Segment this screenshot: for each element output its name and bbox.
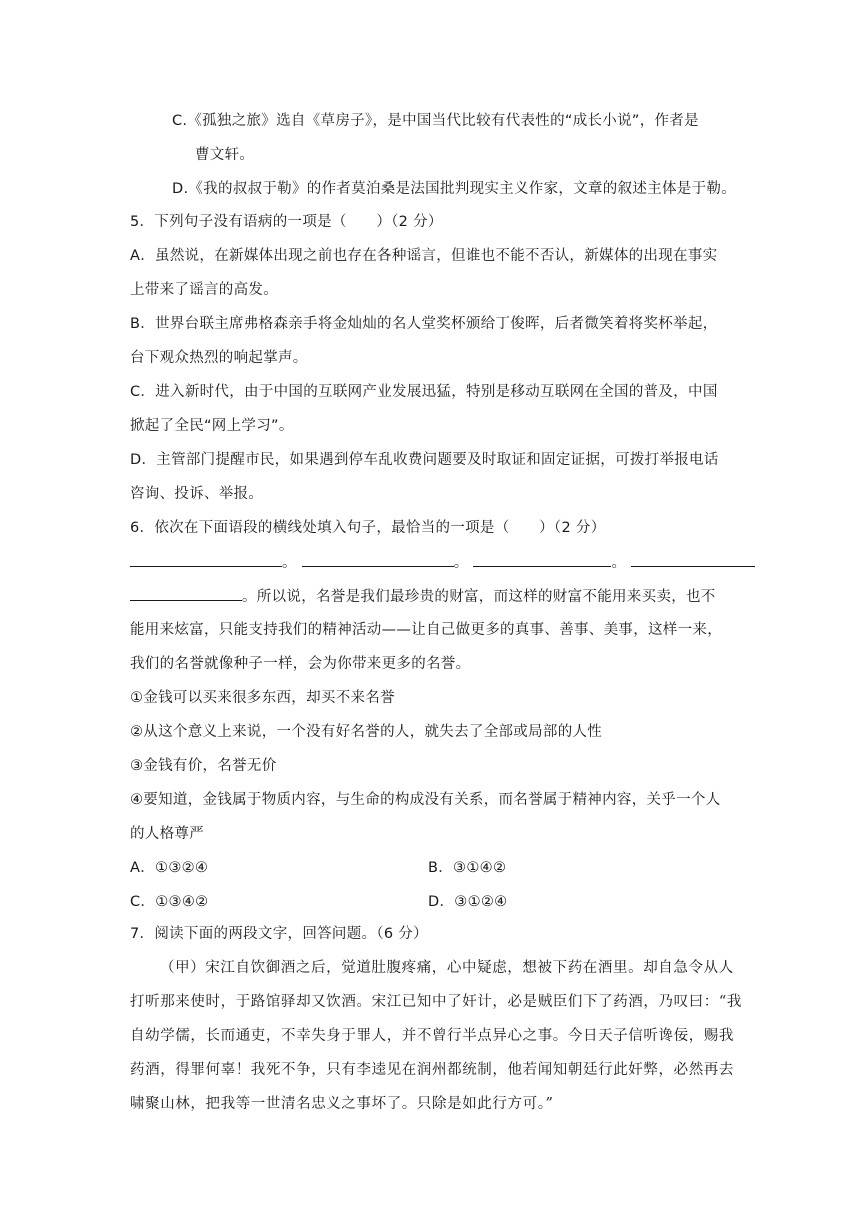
q5-option-d-line1: D．主管部门提醒市民，如果遇到停车乱收费问题要及时取证和固定证据，可拨打举报电话 [130, 452, 719, 468]
answer-blank [130, 586, 242, 601]
q5-option-c-line2: 掀起了全民“网上学习”。 [130, 418, 294, 434]
blank-separator: 。 [453, 555, 469, 571]
blank-separator: 。 [282, 555, 297, 571]
q7-stem: 7．阅读下面的两段文字，回答问题。（6 分） [130, 926, 428, 942]
q5-option-b-line1: B．世界台联主席弗格森亲手将金灿灿的名人堂奖杯颁给丁俊晖，后者微笑着将奖杯举起， [130, 316, 718, 332]
q6-option-b: B．③①④② [428, 860, 507, 876]
q5-option-c-line1: C．进入新时代，由于中国的互联网产业发展迅猛，特别是移动互联网在全国的普及，中国 [130, 384, 718, 400]
q5-option-d-line2: 咨询、投诉、举报。 [130, 486, 264, 502]
q6-item-4-line2: 的人格尊严 [130, 826, 204, 842]
q6-item-1: ①金钱可以买来很多东西，却买不来名誉 [130, 690, 395, 706]
q5-option-b-line2: 台下观众热烈的响起掌声。 [130, 350, 308, 366]
q6-option-c: C．①③④② [130, 894, 209, 910]
answer-blank [130, 552, 282, 567]
q7-passage-line4: 药酒，得罪何辜！我死不争，只有李逵见在润州都统制，他若闻知朝廷行此奸弊，必然再去 [130, 1062, 734, 1078]
q5-stem: 5．下列句子没有语病的一项是（ ）（2 分） [130, 214, 443, 230]
q6-stem: 6．依次在下面语段的横线处填入句子，最恰当的一项是（ ）（2 分） [130, 520, 606, 536]
q7-passage-line2: 打听那来使时，于路馆驿却又饮酒。宋江已知中了奸计，必是贼臣们下了药酒，乃叹曰：“我 [130, 994, 743, 1010]
q6-item-4-line1: ④要知道，金钱属于物质内容，与生命的构成没有关系，而名誉属于精神内容，关乎一个人 [130, 792, 721, 808]
q5-option-a-line1: A．虽然说，在新媒体出现之前也存在各种谣言，但谁也不能不否认，新媒体的出现在事实 [130, 248, 718, 264]
answer-blank [473, 552, 611, 567]
q6-passage-line2: 能用来炫富，只能支持我们的精神活动——让自己做更多的真事、善事、美事，这样一来， [130, 622, 722, 638]
q6-option-a: A．①③②④ [130, 860, 209, 876]
answer-blank [631, 552, 755, 567]
q7-passage-line1: （甲）宋江自饮御酒之后，觉道肚腹疼痛，心中疑虑，想被下药在酒里。却自急令从人 [160, 960, 734, 976]
q6-option-d: D．③①②④ [428, 894, 508, 910]
q5-option-a-line2: 上带来了谣言的高发。 [130, 282, 278, 298]
q7-passage-line3: 自幼学儒，长而通吏，不幸失身于罪人，并不曾行半点异心之事。今日天子信听谗佞，赐我 [130, 1028, 734, 1044]
q7-passage-line5: 啸聚山林，把我等一世清名忠义之事坏了。只除是如此行方可。” [130, 1096, 554, 1112]
q4-option-c-line2: 曹文轩。 [195, 147, 255, 163]
q6-passage-text: 。所以说，名誉是我们最珍贵的财富，而这样的财富不能用来买卖，也不 [242, 589, 716, 605]
answer-blank [302, 552, 454, 567]
blank-separator: 。 [611, 555, 627, 571]
q4-option-c-line1: C.《孤独之旅》选自《草房子》，是中国当代比较有代表性的“成长小说”，作者是 [172, 113, 699, 129]
q6-passage-line3: 我们的名誉就像种子一样，会为你带来更多的名誉。 [130, 656, 471, 672]
q6-item-2: ②从这个意义上来说，一个没有好名誉的人，就失去了全部或局部的人性 [130, 724, 603, 740]
q4-option-d: D.《我的叔叔于勒》的作者莫泊桑是法国批判现实主义作家，文章的叙述主体是于勒。 [172, 181, 736, 197]
q6-item-3: ③金钱有价，名誉无价 [130, 758, 277, 774]
q6-blanks-row1 [130, 552, 755, 573]
q6-passage-line1 [130, 586, 716, 607]
